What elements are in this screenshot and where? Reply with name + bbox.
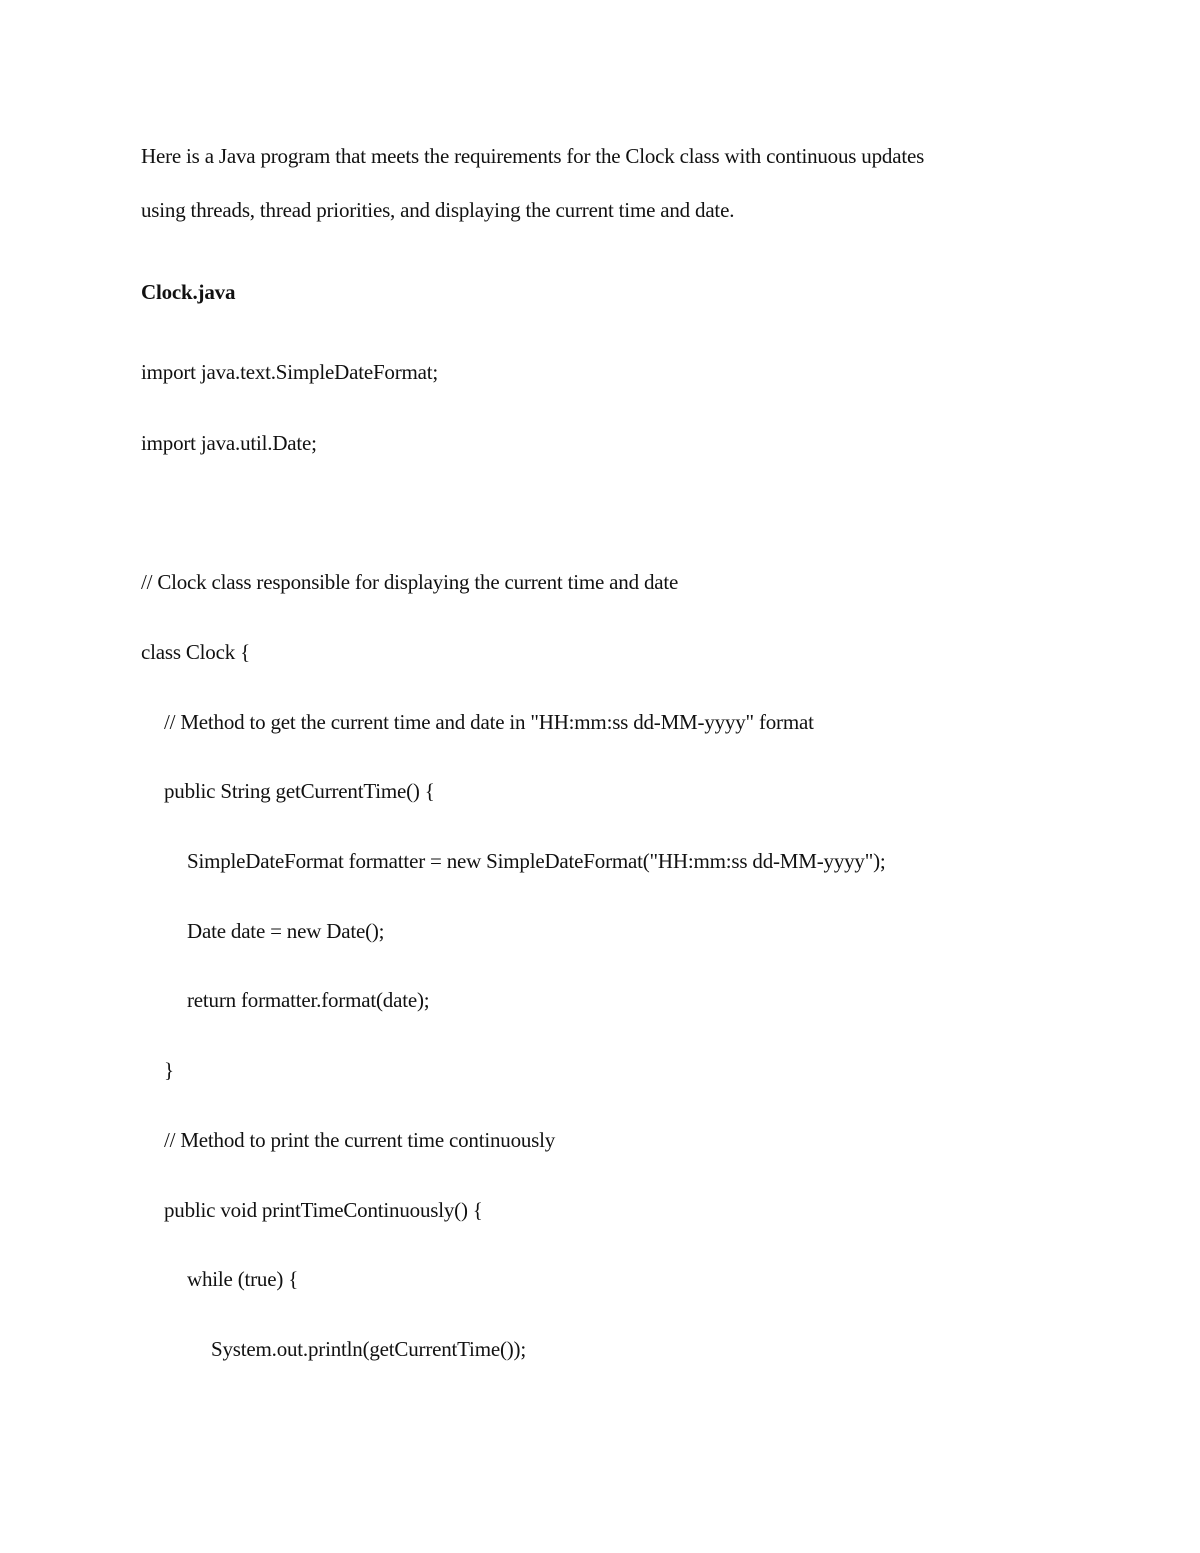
code-line: while (true) {: [187, 1267, 299, 1291]
code-line: return formatter.format(date);: [187, 988, 430, 1012]
code-line: class Clock {: [141, 640, 250, 664]
code-comment: // Clock class responsible for displaying the current time and date: [141, 570, 679, 594]
code-line: SimpleDateFormat formatter = new SimpleDateFormat("HH:mm:ss dd-MM-yyyy");: [187, 849, 886, 873]
code-line: public String getCurrentTime() {: [164, 779, 435, 803]
code-line: import java.text.SimpleDateFormat;: [141, 360, 439, 384]
file-heading: Clock.java: [141, 280, 236, 304]
code-line: import java.util.Date;: [141, 431, 317, 455]
code-line: Date date = new Date();: [187, 919, 385, 943]
code-comment: // Method to print the current time continuously: [164, 1128, 556, 1152]
code-comment: // Method to get the current time and date in "HH:mm:ss dd-MM-yyyy" format: [164, 710, 814, 734]
intro-line-1: Here is a Java program that meets the requirements for the Clock class with continuous updates: [141, 144, 925, 168]
code-line: public void printTimeContinuously() {: [164, 1198, 483, 1222]
code-line: System.out.println(getCurrentTime());: [211, 1337, 526, 1361]
intro-line-2: using threads, thread priorities, and displaying the current time and date.: [141, 198, 735, 222]
code-line: }: [164, 1058, 174, 1082]
